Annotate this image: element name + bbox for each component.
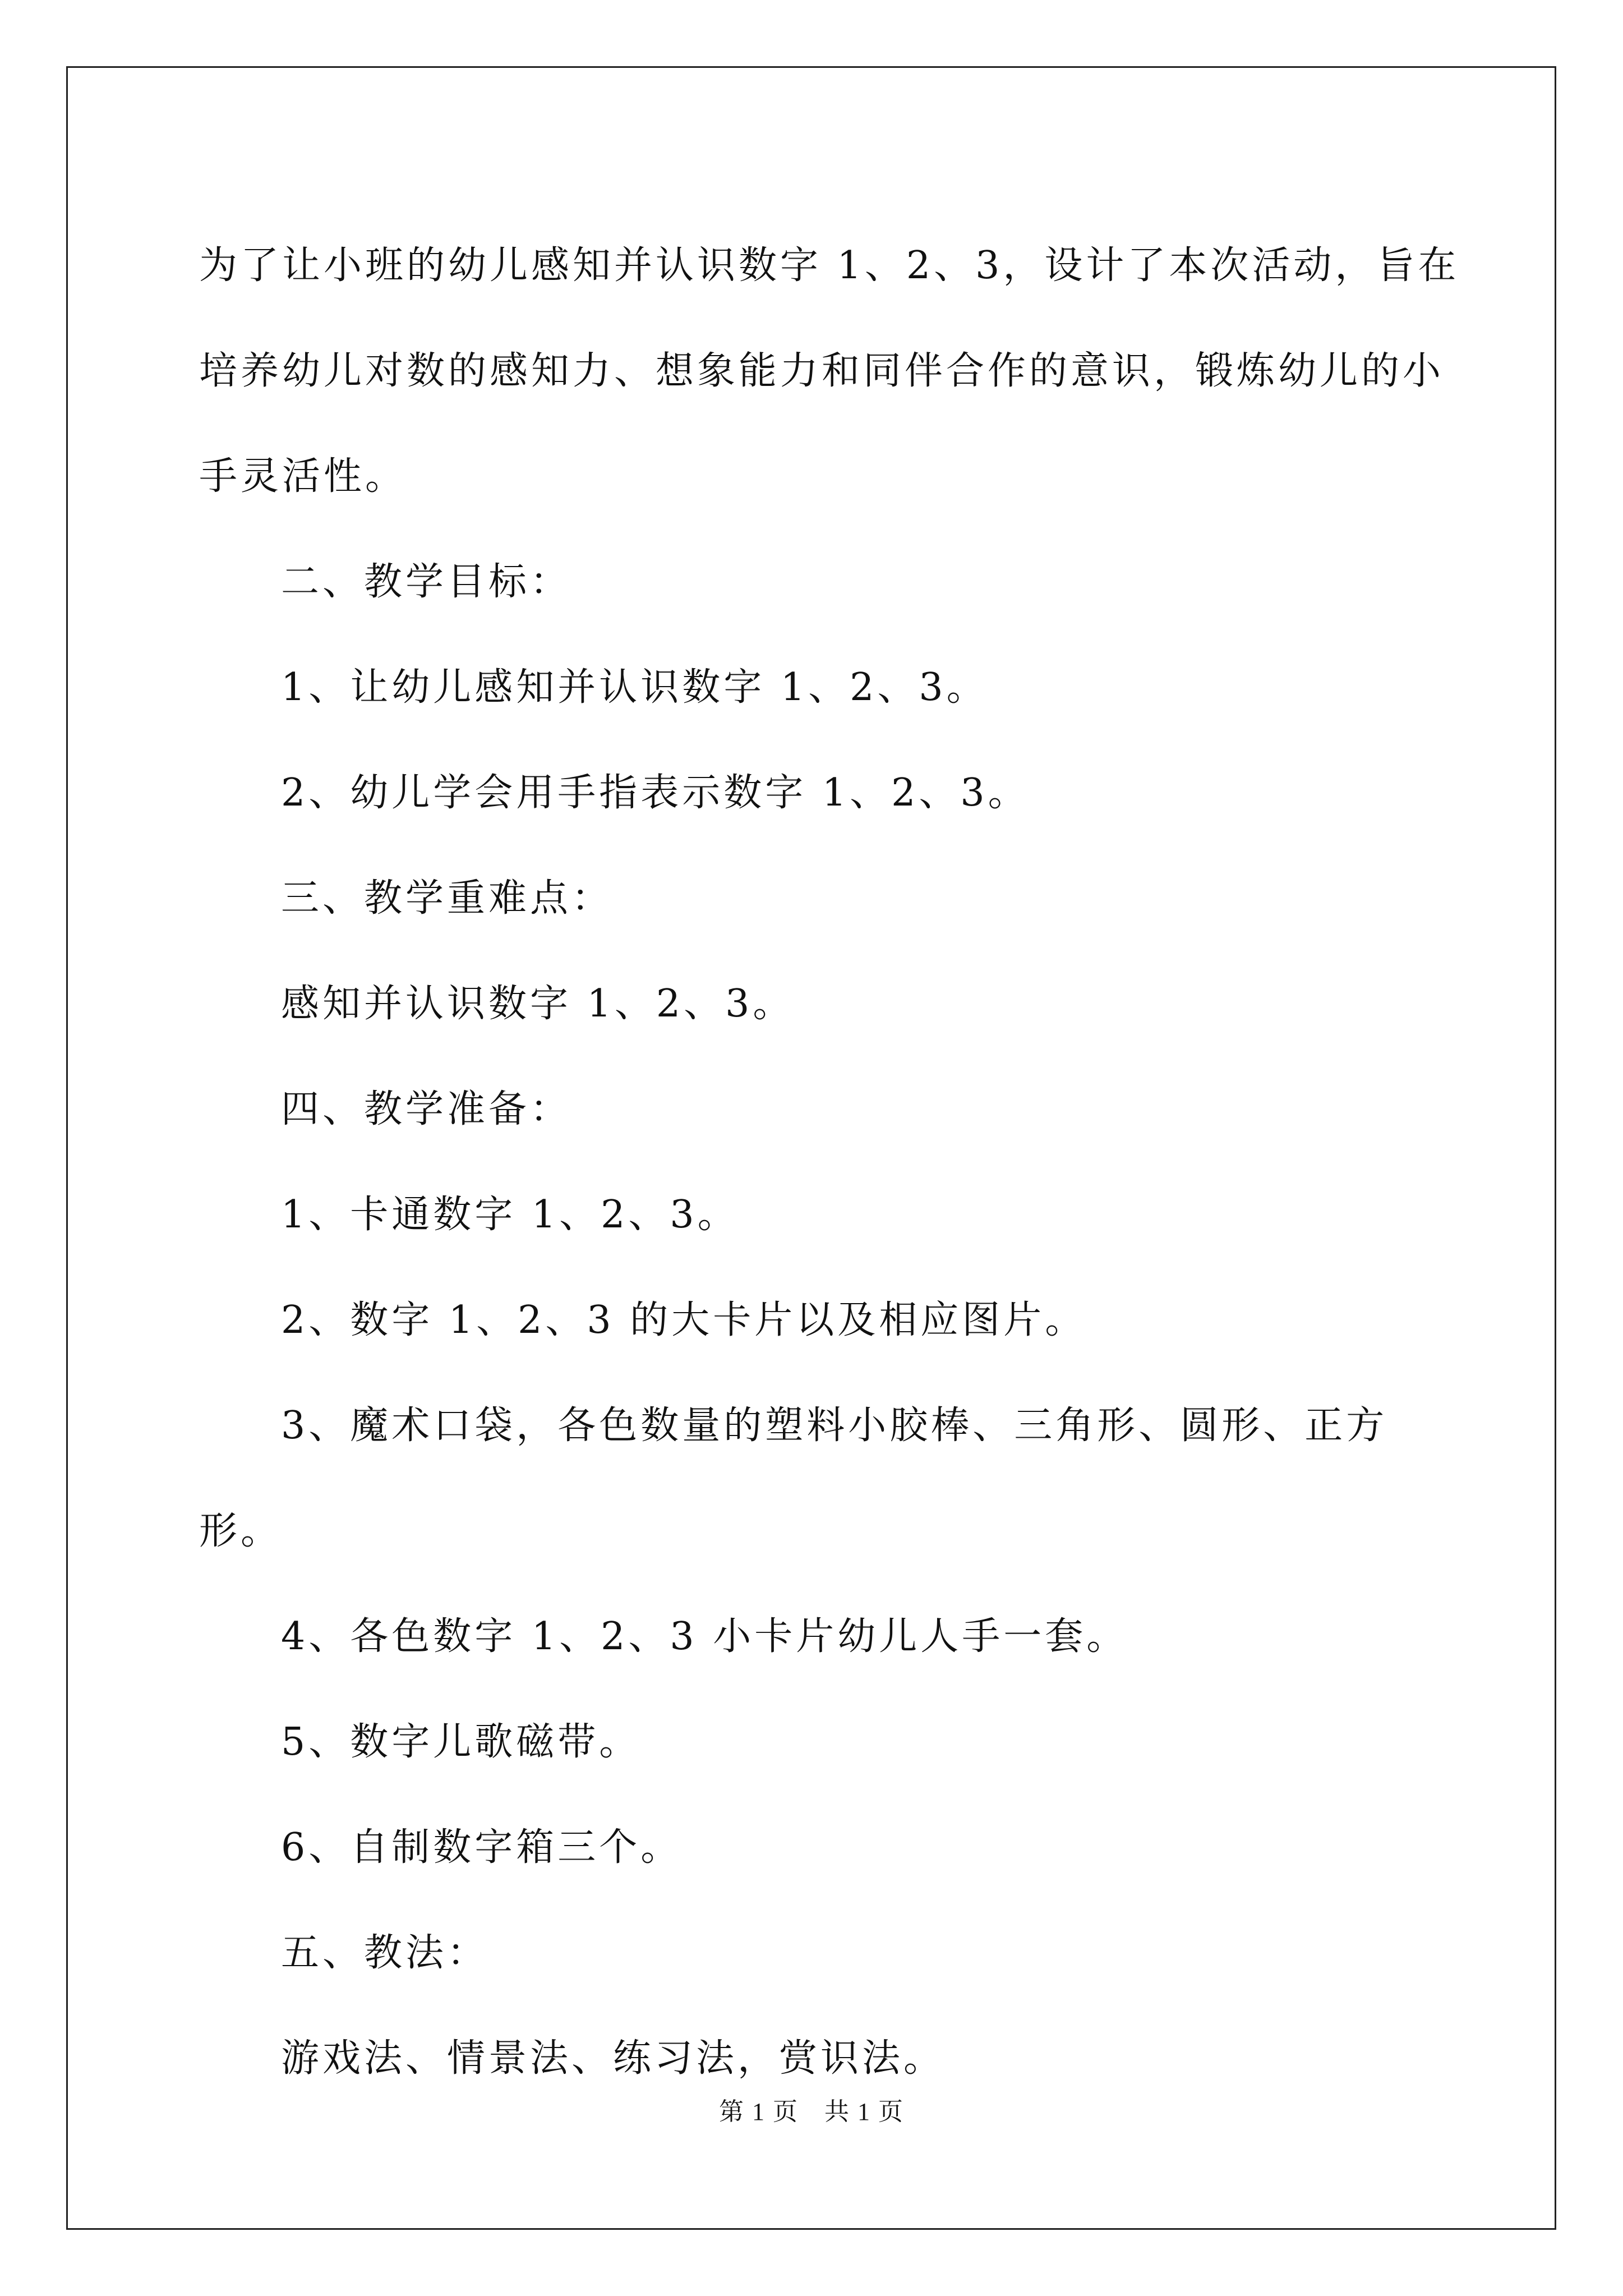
intro-paragraph: [199, 213, 1461, 530]
preparation-item: 6、自制数字箱三个。: [281, 1825, 683, 1870]
page-number: 第 1 页: [719, 2098, 799, 2125]
intro-line: 为了让小班的幼儿感知并认识数字 1、2、3，设计了本次活动，旨在: [199, 243, 1460, 288]
section-heading-methods: 五、教法：: [281, 1931, 489, 1975]
page-footer: [0, 2091, 1623, 2127]
page-total: 共 1 页: [824, 2098, 904, 2125]
section-heading-key-points: 三、教学重难点：: [281, 876, 614, 921]
intro-line: 培养幼儿对数的感知力、想象能力和同伴合作的意识，锻炼幼儿的小: [199, 349, 1445, 393]
objective-item: 1、让幼儿感知并认识数字 1、2、3。: [281, 665, 988, 710]
document-body: [199, 213, 1461, 2111]
preparation-item: 1、卡通数字 1、2、3。: [281, 1193, 739, 1237]
section-heading-objectives: 二、教学目标：: [281, 560, 572, 604]
methods-text: 游戏法、情景法、练习法，赏识法。: [281, 2036, 946, 2081]
section-heading-preparation: 四、教学准备：: [281, 1087, 572, 1131]
preparation-item: 5、数字儿歌磁带。: [281, 1720, 641, 1764]
preparation-item: 4、各色数字 1、2、3 小卡片幼儿人手一套。: [281, 1614, 1128, 1659]
objective-item: 2、幼儿学会用手指表示数字 1、2、3。: [281, 771, 1030, 815]
key-point-text: 感知并认识数字 1、2、3。: [281, 982, 795, 1026]
preparation-item: 2、数字 1、2、3 的大卡片以及相应图片。: [281, 1298, 1087, 1342]
preparation-item: 3、魔术口袋，各色数量的塑料小胶棒、三角形、圆形、正方形。: [199, 1404, 1388, 1553]
intro-line: 手灵活性。: [199, 454, 407, 499]
